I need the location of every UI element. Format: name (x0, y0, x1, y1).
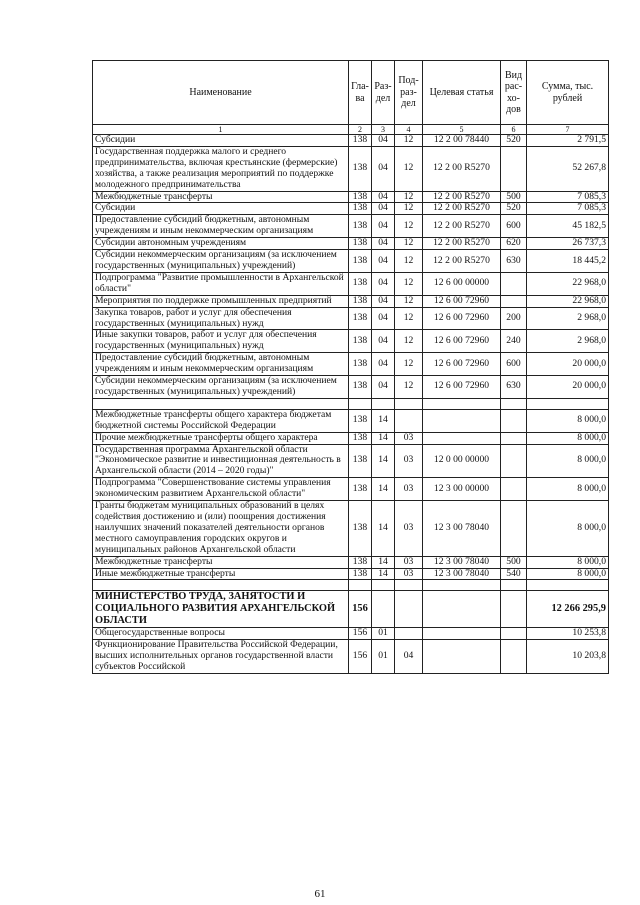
row-podrazdel: 12 (395, 191, 423, 203)
row-razdel: 01 (372, 640, 395, 674)
table-row (93, 215, 609, 238)
table-row (93, 238, 609, 250)
row-name: Иные межбюджетные трансферты (93, 568, 349, 580)
row-podrazdel: 04 (395, 640, 423, 674)
row-sum: 10 203,8 (527, 640, 609, 674)
row-razdel: 04 (372, 238, 395, 250)
row-sum: 8 000,0 (527, 444, 609, 478)
row-vid: 500 (501, 191, 527, 203)
row-vid: 540 (501, 568, 527, 580)
row-glava: 138 (349, 501, 372, 557)
row-podrazdel: 12 (395, 353, 423, 376)
row-podrazdel: 12 (395, 146, 423, 191)
row-target (423, 640, 501, 674)
table-body (93, 135, 609, 674)
row-target: 12 3 00 00000 (423, 478, 501, 501)
row-podrazdel: 03 (395, 432, 423, 444)
row-name: Закупка товаров, работ и услуг для обеспечения государственных (муниципальных) нужд (93, 307, 349, 330)
row-vid (501, 501, 527, 557)
row-target: 12 6 00 72960 (423, 330, 501, 353)
row-podrazdel: 12 (395, 295, 423, 307)
row-name: Иные закупки товаров, работ и услуг для обеспечения государственных (муниципальных) нужд (93, 330, 349, 353)
row-vid: 630 (501, 250, 527, 273)
header-glava: Гла-ва (349, 61, 372, 125)
table-row (93, 478, 609, 501)
row-name: Субсидии (93, 203, 349, 215)
row-name: Подпрограмма "Развитие промышленности в Архангельской области" (93, 272, 349, 295)
row-podrazdel: 03 (395, 568, 423, 580)
row-target (423, 409, 501, 432)
table-row (93, 409, 609, 432)
row-target: 12 3 00 78040 (423, 501, 501, 557)
column-number: 7 (527, 125, 609, 135)
row-vid: 200 (501, 307, 527, 330)
row-target: 12 6 00 72960 (423, 376, 501, 399)
row-sum: 2 968,0 (527, 330, 609, 353)
row-razdel: 04 (372, 146, 395, 191)
row-vid: 520 (501, 203, 527, 215)
row-glava: 138 (349, 307, 372, 330)
row-vid (501, 409, 527, 432)
row-target: 12 2 00 R5270 (423, 203, 501, 215)
row-target: 12 6 00 72960 (423, 295, 501, 307)
row-glava: 138 (349, 215, 372, 238)
row-razdel: 04 (372, 330, 395, 353)
row-sum: 20 000,0 (527, 376, 609, 399)
row-sum: 52 267,8 (527, 146, 609, 191)
table-row (93, 272, 609, 295)
row-razdel: 04 (372, 272, 395, 295)
row-glava: 138 (349, 353, 372, 376)
row-vid (501, 640, 527, 674)
row-sum: 22 968,0 (527, 272, 609, 295)
table-row (93, 330, 609, 353)
row-glava: 138 (349, 295, 372, 307)
column-number: 2 (349, 125, 372, 135)
column-number: 3 (372, 125, 395, 135)
row-name: Межбюджетные трансферты (93, 191, 349, 203)
row-vid: 240 (501, 330, 527, 353)
table-row (93, 556, 609, 568)
row-target: 12 2 00 R5270 (423, 146, 501, 191)
row-name: Государственная программа Архангельской области "Экономическое развитие и инвестиционная деятельность в Архангельской области (2014 – 2020 годы)" (93, 444, 349, 478)
row-glava: 138 (349, 376, 372, 399)
row-razdel: 14 (372, 409, 395, 432)
column-number: 1 (93, 125, 349, 135)
row-glava: 138 (349, 135, 372, 147)
row-glava: 138 (349, 568, 372, 580)
row-target: 12 6 00 00000 (423, 272, 501, 295)
row-name: Межбюджетные трансферты общего характера бюджетам бюджетной системы Российской Федерации (93, 409, 349, 432)
header-razdel: Раз-дел (372, 61, 395, 125)
row-target: 12 2 00 78440 (423, 135, 501, 147)
row-razdel: 04 (372, 307, 395, 330)
table-row (93, 353, 609, 376)
row-razdel: 14 (372, 478, 395, 501)
row-name: Субсидии некоммерческим организациям (за исключением государственных (муниципальных) учреждений) (93, 250, 349, 273)
column-number: 4 (395, 125, 423, 135)
row-name: Подпрограмма "Совершенствование системы управления экономическим развитием Архангельской области" (93, 478, 349, 501)
row-glava: 156 (349, 591, 372, 628)
row-razdel: 04 (372, 203, 395, 215)
row-target (423, 628, 501, 640)
row-glava: 138 (349, 250, 372, 273)
empty-row (93, 398, 609, 409)
row-target: 12 6 00 72960 (423, 353, 501, 376)
row-glava: 138 (349, 330, 372, 353)
row-razdel: 04 (372, 135, 395, 147)
row-podrazdel: 12 (395, 376, 423, 399)
row-sum: 2 791,5 (527, 135, 609, 147)
row-name: Гранты бюджетам муниципальных образований в целях содействия достижению и (или) поощрения достижения наилучших значений показателей деятельности органов местного самоуправления городских округов и муниципальных районов Архангельской области (93, 501, 349, 557)
row-podrazdel: 12 (395, 307, 423, 330)
column-number: 5 (423, 125, 501, 135)
row-razdel: 04 (372, 250, 395, 273)
row-target: 12 0 00 00000 (423, 444, 501, 478)
row-target: 12 2 00 R5270 (423, 250, 501, 273)
row-sum: 10 253,8 (527, 628, 609, 640)
row-podrazdel: 03 (395, 444, 423, 478)
table-row (93, 203, 609, 215)
row-razdel: 01 (372, 628, 395, 640)
row-sum: 2 968,0 (527, 307, 609, 330)
row-target: 12 2 00 R5270 (423, 191, 501, 203)
row-glava: 138 (349, 272, 372, 295)
column-number-row (93, 125, 609, 135)
row-target: 12 2 00 R5270 (423, 215, 501, 238)
row-razdel: 14 (372, 501, 395, 557)
empty-row (93, 580, 609, 591)
row-target (423, 591, 501, 628)
row-sum: 7 085,3 (527, 203, 609, 215)
row-podrazdel: 12 (395, 203, 423, 215)
row-name: Государственная поддержка малого и среднего предпринимательства, включая крестьянские (фермерские) хозяйства, а также реализация мероприятий по поддержке молодежного предпринимательства (93, 146, 349, 191)
row-podrazdel: 03 (395, 501, 423, 557)
row-sum: 20 000,0 (527, 353, 609, 376)
row-podrazdel: 03 (395, 556, 423, 568)
header-name: Наименование (93, 61, 349, 125)
row-razdel (372, 591, 395, 628)
row-vid (501, 432, 527, 444)
row-sum: 8 000,0 (527, 409, 609, 432)
row-glava: 138 (349, 146, 372, 191)
row-vid (501, 478, 527, 501)
table-row (93, 191, 609, 203)
row-name: Предоставление субсидий бюджетным, автономным учреждениям и иным некоммерческим организациям (93, 353, 349, 376)
table-row (93, 432, 609, 444)
table-row (93, 135, 609, 147)
page-number: 61 (314, 888, 326, 900)
row-target: 12 2 00 R5270 (423, 238, 501, 250)
row-podrazdel: 12 (395, 135, 423, 147)
row-vid: 600 (501, 353, 527, 376)
row-sum: 22 968,0 (527, 295, 609, 307)
row-vid (501, 295, 527, 307)
row-podrazdel: 12 (395, 215, 423, 238)
row-name: Функционирование Правительства Российской Федерации, высших исполнительных органов государственной власти субъектов Российской (93, 640, 349, 674)
row-sum: 12 266 295,9 (527, 591, 609, 628)
row-razdel: 14 (372, 556, 395, 568)
row-name: Субсидии (93, 135, 349, 147)
row-glava: 156 (349, 628, 372, 640)
row-razdel: 04 (372, 295, 395, 307)
budget-table (92, 60, 609, 674)
table-row (93, 307, 609, 330)
row-razdel: 14 (372, 568, 395, 580)
row-podrazdel: 12 (395, 250, 423, 273)
row-target (423, 432, 501, 444)
row-name: Субсидии автономным учреждениям (93, 238, 349, 250)
row-glava: 138 (349, 409, 372, 432)
table-row-ministry (93, 591, 609, 628)
row-target: 12 6 00 72960 (423, 307, 501, 330)
row-glava: 138 (349, 432, 372, 444)
row-razdel: 14 (372, 432, 395, 444)
row-target: 12 3 00 78040 (423, 556, 501, 568)
row-sum: 8 000,0 (527, 432, 609, 444)
table-row (93, 444, 609, 478)
row-sum: 8 000,0 (527, 556, 609, 568)
column-number: 6 (501, 125, 527, 135)
row-name: Межбюджетные трансферты (93, 556, 349, 568)
row-sum: 45 182,5 (527, 215, 609, 238)
row-name: МИНИСТЕРСТВО ТРУДА, ЗАНЯТОСТИ И СОЦИАЛЬНОГО РАЗВИТИЯ АРХАНГЕЛЬСКОЙ ОБЛАСТИ (93, 591, 349, 628)
row-glava: 138 (349, 478, 372, 501)
row-name: Предоставление субсидий бюджетным, автономным учреждениям и иным некоммерческим организациям (93, 215, 349, 238)
table-header-row (93, 61, 609, 125)
row-glava: 138 (349, 203, 372, 215)
row-podrazdel (395, 628, 423, 640)
row-vid (501, 444, 527, 478)
row-vid (501, 628, 527, 640)
row-razdel: 04 (372, 215, 395, 238)
row-sum: 8 000,0 (527, 568, 609, 580)
table-row (93, 295, 609, 307)
row-sum: 26 737,3 (527, 238, 609, 250)
header-sum: Сумма, тыс. рублей (527, 61, 609, 125)
table-row (93, 568, 609, 580)
row-target: 12 3 00 78040 (423, 568, 501, 580)
row-glava: 138 (349, 238, 372, 250)
table-row (93, 501, 609, 557)
row-razdel: 14 (372, 444, 395, 478)
table-row (93, 628, 609, 640)
row-podrazdel: 12 (395, 272, 423, 295)
row-name: Прочие межбюджетные трансферты общего характера (93, 432, 349, 444)
row-podrazdel (395, 409, 423, 432)
row-name: Общегосударственные вопросы (93, 628, 349, 640)
row-razdel: 04 (372, 191, 395, 203)
table-row (93, 376, 609, 399)
row-sum: 8 000,0 (527, 501, 609, 557)
row-podrazdel: 12 (395, 238, 423, 250)
row-glava: 138 (349, 191, 372, 203)
table-row (93, 250, 609, 273)
row-vid (501, 272, 527, 295)
row-podrazdel (395, 591, 423, 628)
table-row (93, 146, 609, 191)
row-vid (501, 591, 527, 628)
row-name: Мероприятия по поддержке промышленных предприятий (93, 295, 349, 307)
row-razdel: 04 (372, 353, 395, 376)
row-podrazdel: 12 (395, 330, 423, 353)
row-vid: 520 (501, 135, 527, 147)
header-vid: Вид рас-хо-дов (501, 61, 527, 125)
row-razdel: 04 (372, 376, 395, 399)
row-vid: 630 (501, 376, 527, 399)
table-row (93, 640, 609, 674)
row-vid (501, 146, 527, 191)
row-podrazdel: 03 (395, 478, 423, 501)
row-glava: 156 (349, 640, 372, 674)
row-vid: 600 (501, 215, 527, 238)
row-sum: 18 445,2 (527, 250, 609, 273)
header-target: Целевая статья (423, 61, 501, 125)
header-podrazdel: Под-раз-дел (395, 61, 423, 125)
row-vid: 500 (501, 556, 527, 568)
row-vid: 620 (501, 238, 527, 250)
row-sum: 8 000,0 (527, 478, 609, 501)
row-glava: 138 (349, 556, 372, 568)
row-glava: 138 (349, 444, 372, 478)
row-name: Субсидии некоммерческим организациям (за исключением государственных (муниципальных) учреждений) (93, 376, 349, 399)
row-sum: 7 085,3 (527, 191, 609, 203)
